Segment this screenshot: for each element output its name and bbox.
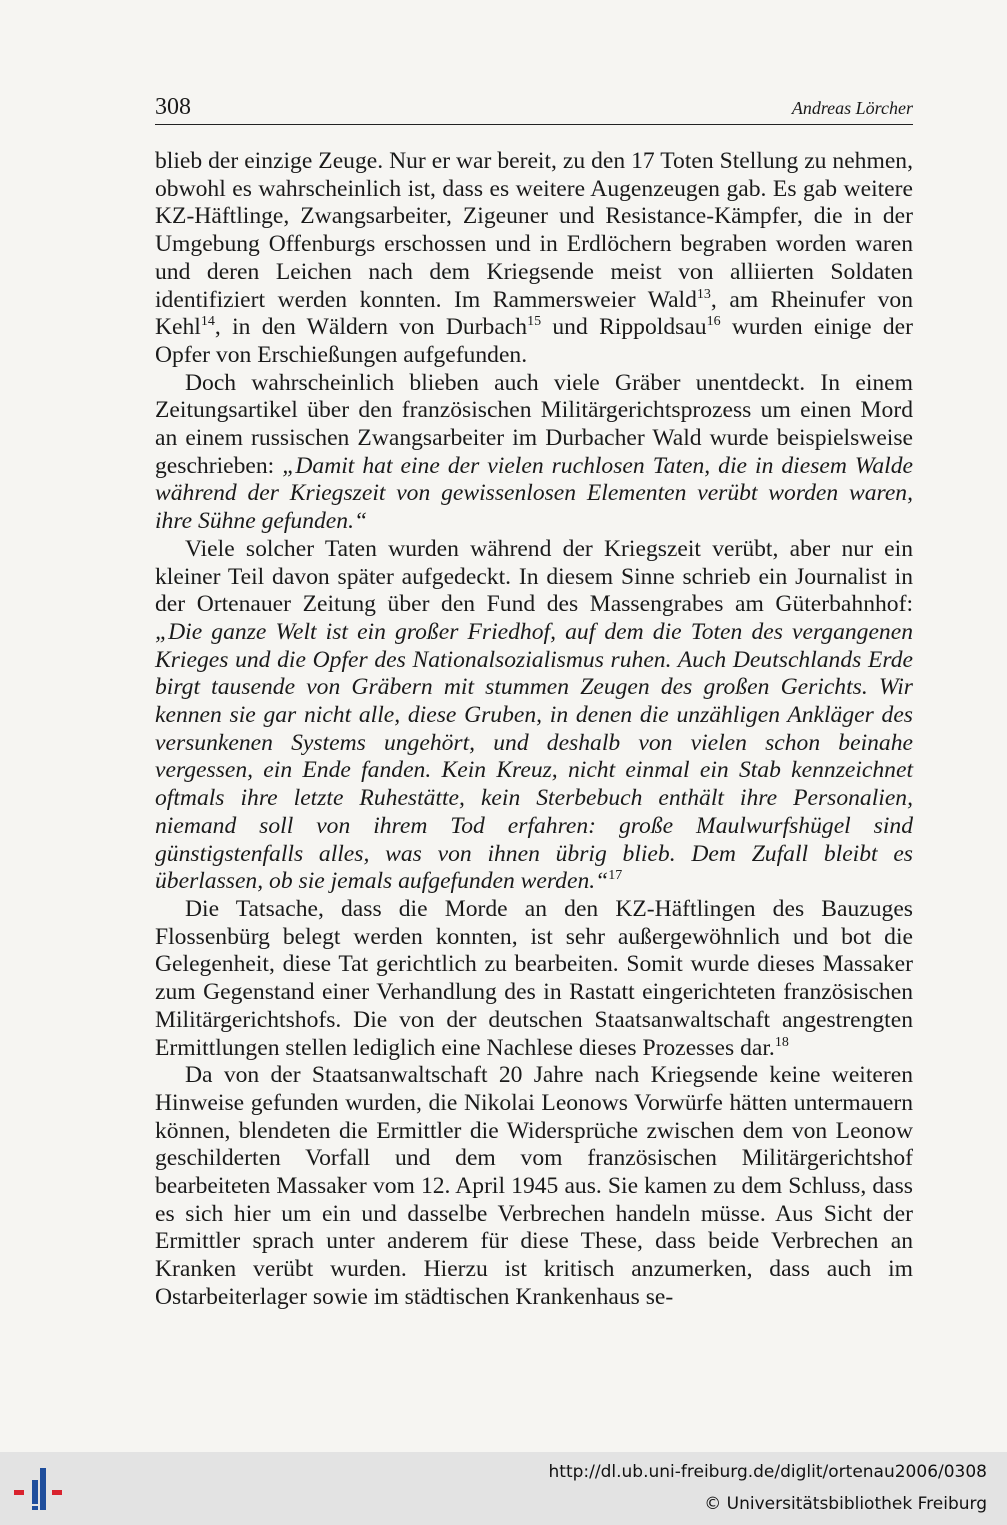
paragraph-2: Doch wahrscheinlich blieben auch viele Gräber unentdeckt. In einem Zeitungsartikel über den französischen Militärgerichtsprozess um einen Mord an einem russischen Zwangsarbeiter im Durbacher Wald wurde beispielsweise geschrieben: „Damit hat eine der vielen ruchlosen Taten, die in diesem Walde während der Kriegszeit von gewissenlosen Elementen verübt worden waren, ihre Sühne gefunden.“ [155, 369, 914, 535]
footnote-ref-13[interactable]: 13 [696, 286, 711, 302]
paragraph-3: Viele solcher Taten wurden während der Kriegszeit verübt, aber nur ein kleiner Teil davon später aufgedeckt. In diesem Sinne schrieb ein Journalist in der Ortenauer Zeitung über den Fund des Massengrabes am Güterbahnhof: „Die ganze Welt ist ein großer Friedhof, auf dem die Toten des vergangenen Krieges und die Opfer des Nationalsozialismus ruhen. Auch Deutschlands Erde birgt tausende von Gräbern mit stummen Zeugen des großen Gerichts. Wir kennen sie gar nicht alle, diese Gruben, in denen die unzähligen Ankläger des versunkenen Systems ungehört, und deshalb von vielen schon beinahe vergessen, ein Ende fanden. Kein Kreuz, nicht einmal ein Stab kennzeichnet oftmals ihre letzte Ruhestätte, kein Sterbebuch enthält ihre Personalien, niemand soll von ihrem Tod erfahren: große Maulwurfshügel sind günstigstenfalls alles, was von ihnen übrig blieb. Dem Zufall bleibt es überlassen, ob sie jemals aufgefunden werden.“$^{17}$ [155, 535, 913, 895]
copyright-notice: © Universitätsbibliothek Freiburg [704, 1494, 987, 1514]
body-text [155, 148, 913, 1312]
footnote-ref-17[interactable]: 17 [608, 868, 623, 884]
footnote-ref-15[interactable]: 15 [527, 314, 542, 330]
page-header [155, 92, 913, 125]
quotation: „Die ganze Welt ist ein großer Friedhof, auf dem die Toten des vergangenen Krieges und die Opfer des Nationalsozialismus ruhen. Auch Deutschlands Erde birgt tausende von Gräbern mit stummen Zeugen des großen Gerichts. Wir kennen sie gar nicht alle, diese Gruben, in denen die unzähligen Ankläger des versunkenen Systems ungehört, und deshalb von vielen schon beinahe vergessen, ein Ende fanden. Kein Kreuz, nicht einmal ein Stab kennzeichnet oftmals ihre letzte Ruhestätte, kein Sterbebuch enthält ihre Personalien, niemand soll von ihrem Tod erfahren: große Maulwurfshügel sind günstigstenfalls alles, was von ihnen übrig blieb. Dem Zufall bleibt es überlassen, ob sie jemals aufgefunden werden.“ [155, 618, 913, 895]
footnote-ref-16[interactable]: 16 [706, 314, 721, 330]
paragraph-5: Da von der Staatsanwaltschaft 20 Jahre nach Kriegsende keine weiteren Hinweise gefunden wurden, die Nikolai Leonows Vorwürfe hätten untermauern können, blendeten die Ermittler die Widersprüche zwischen dem von Leonow geschilderten Vorfall und dem vom französischen Militärgerichtshof bearbeiteten Massaker vom 12. April 1945 aus. Sie kamen zu dem Schluss, dass es sich hier um ein und dasselbe Verbrechen handeln müsse. Aus Sicht der Ermittler sprach unter anderem für diese These, dass beide Verbrechen an Kranken verübt wurden. Hierzu ist kritisch anzumerken, dass auch im Ostarbeiterlager sowie im städtischen Krankenhaus se- [155, 1062, 913, 1310]
paragraph-1: blieb der einzige Zeuge. Nur er war bereit, zu den 17 Toten Stellung zu nehmen, obwohl es wahrscheinlich ist, dass es weitere Augenzeugen gab. Es gab weitere KZ-Häftlinge, Zwangsarbeiter, Zigeuner und Resistance-Kämpfer, die in der Umgebung Offenburgs erschossen und in Erdlöchern begraben worden waren und deren Leichen nach dem Kriegsende meist von alliierten Soldaten identifiziert werden konnten. Im Rammersweier Wald$^{13}$, am Rheinufer von Kehl$^{14}$, in den Wäldern von Durbach$^{15}$ und Rippoldsau$^{16}$ wurden einige der Opfer von Erschießungen aufgefunden. [155, 148, 913, 368]
running-head-author: Andreas Lörcher [791, 98, 913, 118]
footnote-ref-14[interactable]: 14 [200, 314, 215, 330]
document-url-link[interactable]: http://dl.ub.uni-freiburg.de/diglit/ortenau2006/0308 [548, 1462, 987, 1482]
ub-freiburg-logo-icon [10, 1466, 66, 1512]
paragraph-4: Die Tatsache, dass die Morde an den KZ-Häftlingen des Bauzuges Flossenbürg belegt werden konnten, ist sehr außergewöhnlich und bot die Gelegenheit, diese Tat gerichtlich zu bearbeiten. Somit wurde dieses Massaker zum Gegenstand einer Verhandlung des in Rastatt eingerichteten französischen Militärgerichtshofs. Die von der deutschen Staatsanwaltschaft angestrengten Ermittlungen stellen lediglich eine Nachlese dieses Prozesses dar.$^{18}$ [155, 895, 913, 1061]
page-number: 308 [155, 94, 191, 120]
quotation: „Damit hat eine der vielen ruchlosen Taten, die in diesem Walde während der Kriegszeit von gewissenlosen Elementen verübt worden waren, ihre Sühne gefunden.“ [155, 452, 914, 535]
digitization-footer [0, 1452, 1007, 1525]
footnote-ref-18[interactable]: 18 [774, 1034, 789, 1050]
